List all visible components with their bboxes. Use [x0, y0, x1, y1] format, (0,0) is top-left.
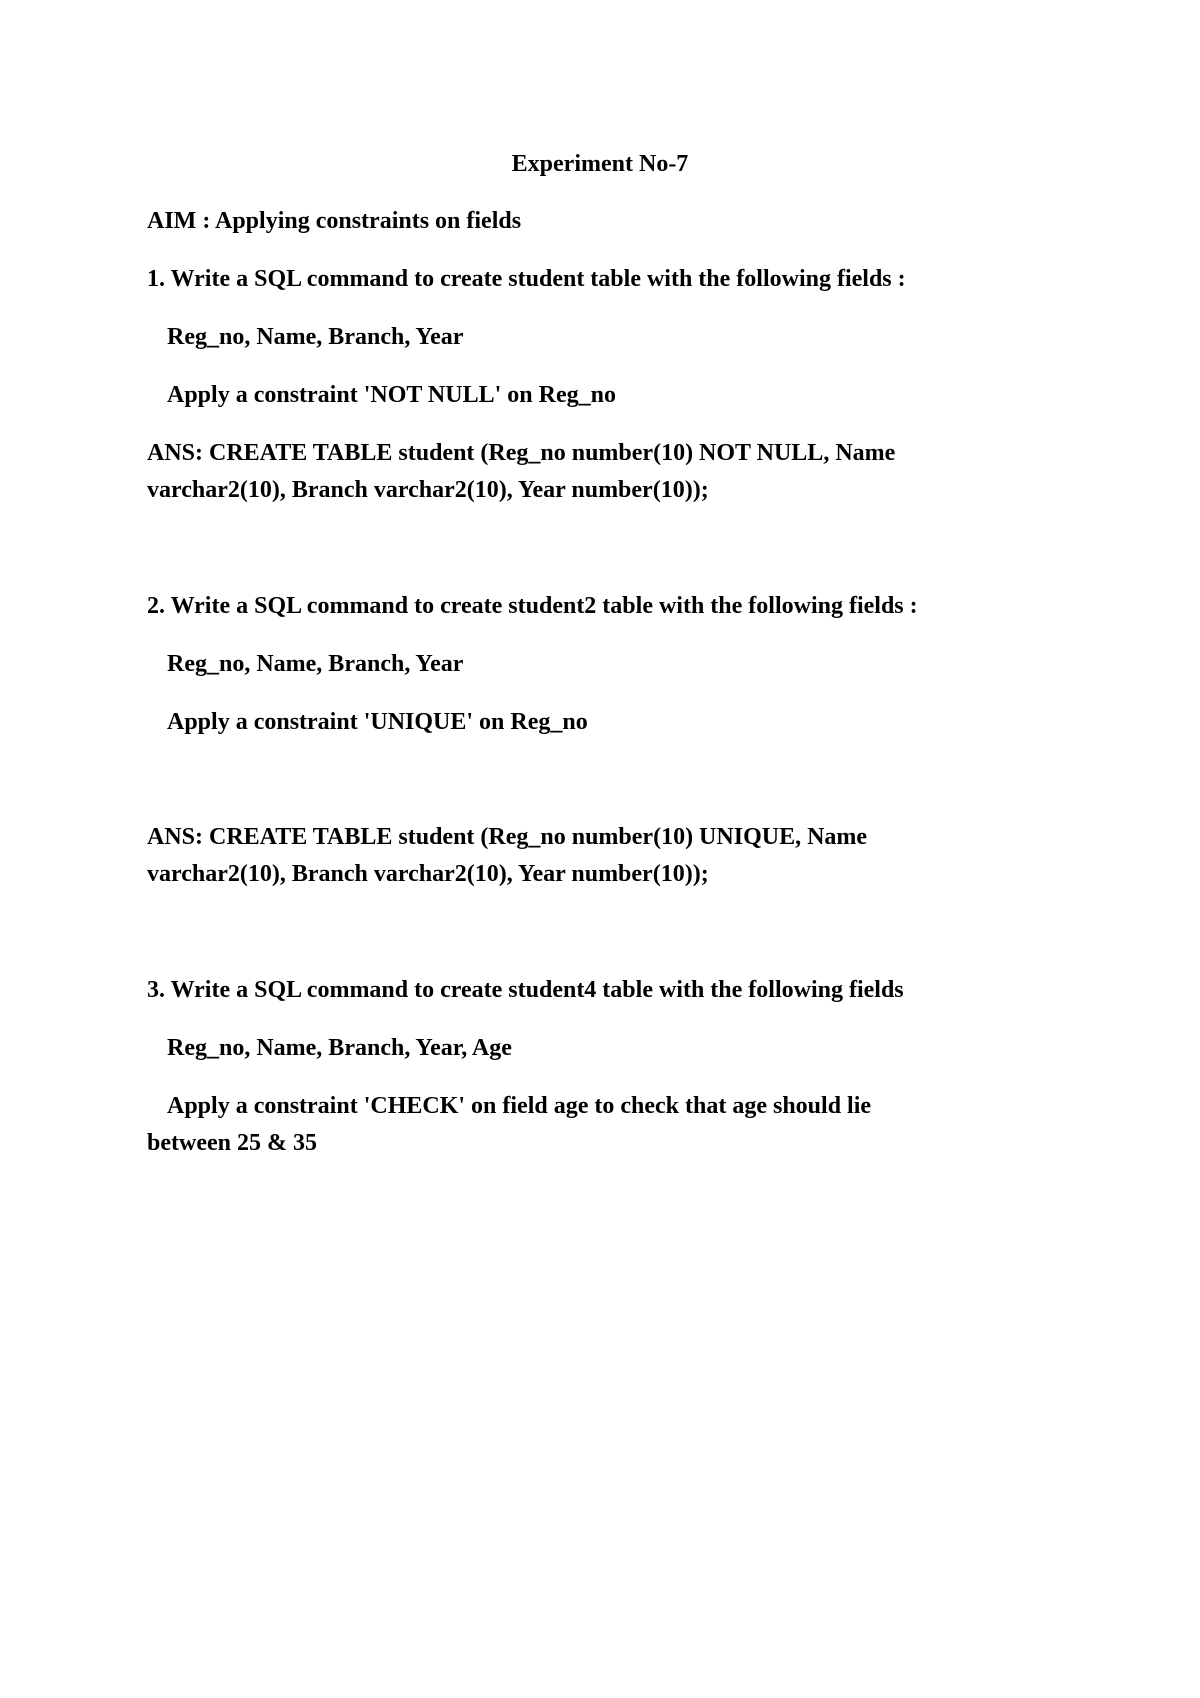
- aim-text: AIM : Applying constraints on fields: [147, 208, 522, 234]
- question-3-fields: Reg_no, Name, Branch, Year, Age: [167, 1035, 512, 1061]
- question-2: 2. Write a SQL command to create student2 table with the following fields :: [147, 593, 918, 619]
- answer-2-line-2: varchar2(10), Branch varchar2(10), Year number(10));: [147, 861, 709, 887]
- question-2-constraint: Apply a constraint 'UNIQUE' on Reg_no: [167, 709, 588, 735]
- question-1-fields: Reg_no, Name, Branch, Year: [167, 324, 464, 350]
- answer-1-line-1: ANS: CREATE TABLE student (Reg_no number(10) NOT NULL, Name: [147, 440, 896, 466]
- question-3-constraint-line-1: Apply a constraint 'CHECK' on field age to check that age should lie: [167, 1093, 872, 1119]
- answer-1-line-2: varchar2(10), Branch varchar2(10), Year number(10));: [147, 477, 709, 503]
- question-3: 3. Write a SQL command to create student4 table with the following fields: [147, 977, 904, 1003]
- question-1: 1. Write a SQL command to create student table with the following fields :: [147, 266, 906, 292]
- answer-2-line-1: ANS: CREATE TABLE student (Reg_no number(10) UNIQUE, Name: [147, 824, 868, 850]
- question-2-fields: Reg_no, Name, Branch, Year: [167, 651, 464, 677]
- question-1-constraint: Apply a constraint 'NOT NULL' on Reg_no: [167, 382, 616, 408]
- question-3-constraint-line-2: between 25 & 35: [147, 1130, 317, 1156]
- page-title: Experiment No-7: [511, 151, 689, 177]
